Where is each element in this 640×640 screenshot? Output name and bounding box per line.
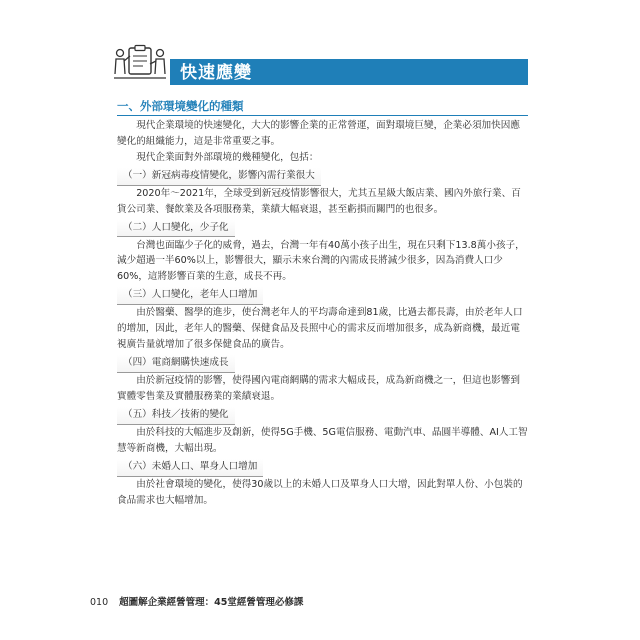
team-clipboard-illustration-icon <box>112 44 168 82</box>
page-number: 010 <box>90 597 109 608</box>
subheading-3: （三）人口變化，老年人口增加 <box>117 287 528 305</box>
subheading-6: （六）未婚人口、單身人口增加 <box>117 459 528 477</box>
book-title: 超圖解企業經營管理：45堂經營管理必修課 <box>119 597 304 608</box>
section-heading: 一、外部環境變化的種類 <box>117 99 244 113</box>
paragraph-5: 由於科技的大幅進步及創新，使得5G手機、5G電信服務、電動汽車、晶圓半導體、AI人工智慧等新商機，大幅出現。 <box>117 426 528 454</box>
subheading-4: （四）電商網購快速成長 <box>117 355 528 373</box>
intro-paragraph: 現代企業環境的快速變化，大大的影響企業的正常營運，面對環境巨變，企業必須加快因應變化的組織能力，這是非常重要之事。 <box>117 120 520 147</box>
page-footer <box>90 594 303 608</box>
paragraph-3: 由於醫藥、醫學的進步，使台灣老年人的平均壽命達到81歲，比過去都長壽，由於老年人口的增加，因此，老年人的醫藥、保健食品及長照中心的需求反而增加很多，成為新商機，最近電視廣告量就增加了很多保健食品的廣告。 <box>117 307 523 351</box>
subheading-5: （五）科技／技術的變化 <box>117 407 528 425</box>
subheading-2: （二）人口變化，少子化 <box>117 220 528 238</box>
paragraph-4: 由於新冠疫情的影響，使得國內電商網購的需求大幅成長，成為新商機之一，但這也影響到實體零售業及實體服務業的業績衰退。 <box>117 374 520 402</box>
section-divider <box>117 115 528 116</box>
intro-lead: 現代企業面對外部環境的幾種變化，包括： <box>136 151 319 163</box>
chapter-title: 快速應變 <box>180 63 252 83</box>
subheading-1: （一）新冠病毒疫情變化，影響內需行業很大 <box>117 168 528 186</box>
body-text <box>117 118 528 508</box>
paragraph-2: 台灣也面臨少子化的威脅，過去，台灣一年有40萬小孩子出生，現在只剩下13.8萬小孩子，減少超過一半60%以上，影響很大，顯示未來台灣的內需成長將減少很多，因為消費人口少60%，這將影響百業的生意，成長不再。 <box>117 239 525 283</box>
paragraph-1: 2020年～2021年，全球受到新冠疫情影響很大，尤其五星級大飯店業、國內外旅行業、百貨公司業、餐飲業及各項服務業，業績大幅衰退，甚至虧損而關門的也很多。 <box>117 187 521 215</box>
paragraph-6: 由於社會環境的變化，使得30歲以上的未婚人口及單身人口大增，因此對單人份、小包裝的食品需求也大幅增加。 <box>117 478 523 506</box>
